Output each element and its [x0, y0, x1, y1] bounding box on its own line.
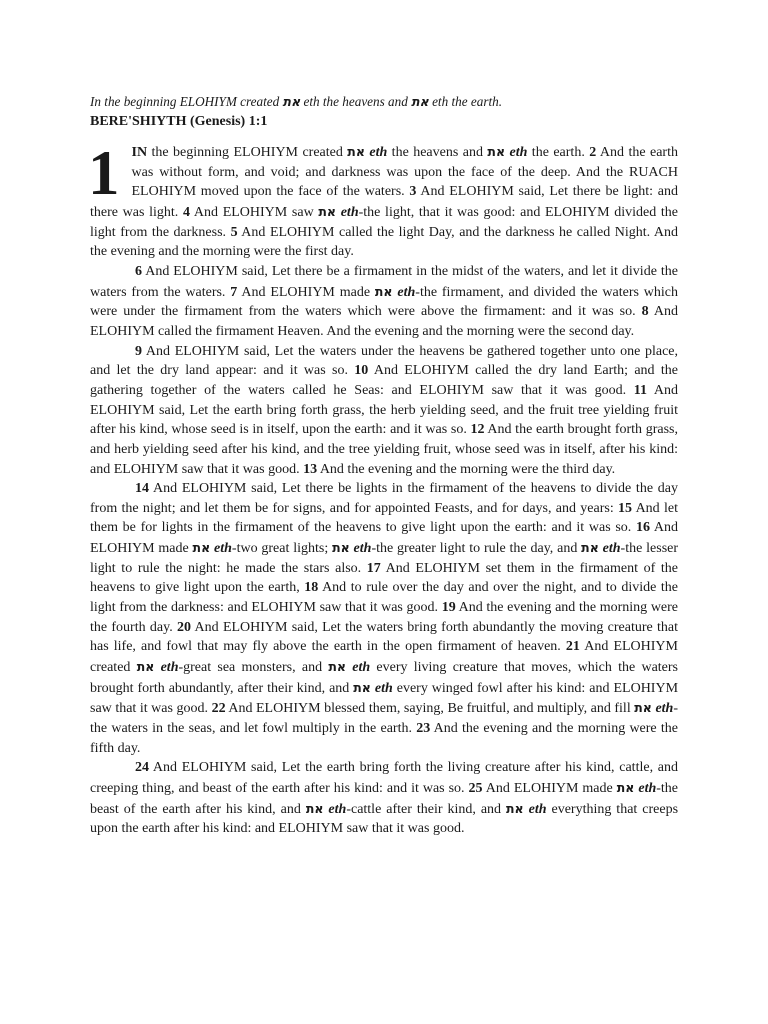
hebrew-aleph-tav: את [136, 659, 155, 675]
text-run: And ELOHIYM called the firmament Heaven. And the evening and the morning were the second day. [90, 304, 679, 339]
text-run: everything that creeps upon the earth after his kind: and ELOHIYM saw that [90, 801, 679, 837]
italic-text: was [386, 164, 409, 180]
text-run: And ELOHIYM called the light Day, and the darkness he called Night. And the evening and the morning were the first day. [90, 224, 678, 260]
text-run: good. [586, 382, 634, 398]
verse-number: 14 [135, 481, 149, 497]
italic-text: it was [139, 701, 173, 717]
italic-text: it was [369, 600, 403, 616]
verse-number: 6 [135, 263, 142, 279]
italic-text: and [90, 441, 111, 457]
italic-text: it was [396, 821, 430, 837]
text-run: the stars also. [275, 560, 367, 576]
text-run: the beginning ELOHIYM created [147, 145, 348, 160]
italic-text: land [563, 363, 588, 379]
text-run: -the firmament, and divided the waters which [415, 284, 679, 300]
paragraph [90, 758, 678, 839]
text-run: -the waters in the seas, and let fowl multiply in the earth. [90, 701, 679, 737]
text-run: And ELOHIYM made [237, 284, 375, 300]
chapter-number: 1 [88, 138, 120, 208]
verse-number: 18 [304, 580, 319, 596]
text-run: good. [264, 461, 304, 477]
verse-number: 4 [182, 204, 190, 220]
epigraph-text-middle: eth the heavens and [300, 94, 412, 109]
hebrew-aleph-tav: את [192, 540, 211, 556]
eth-word: eth [328, 801, 347, 817]
hebrew-aleph-tav: את [634, 700, 652, 716]
verse-number: 19 [441, 600, 456, 616]
text-run: above the firmament: and it was so. [414, 304, 642, 320]
text-run: in itself, upon the earth: and it was so. [248, 422, 471, 438]
text-run: And the evening and the morning were the third day. [317, 461, 616, 477]
chapter-body [88, 138, 679, 839]
text-run: upon the face of the deep. And the RUACH ELOHIYM moved upon the face of the waters. [131, 164, 678, 200]
eth-word: eth [353, 541, 372, 557]
epigraph-text-start: In the beginning ELOHIYM created [90, 94, 283, 109]
verse-number: 22 [211, 701, 226, 717]
text-run: -two great lights; [231, 541, 333, 557]
text-run: And the earth brought forth grass, [484, 422, 678, 438]
paragraph [88, 138, 679, 262]
italic-text: it was [444, 204, 479, 220]
verse-number: 20 [177, 619, 192, 635]
paragraph [90, 479, 678, 758]
text-run: under the firmament from the waters which [117, 304, 388, 320]
lead-word: IN [131, 145, 148, 160]
text-run: And let them be for lights in the firmament of the heavens to give light upon the earth: and it was so. [90, 500, 678, 536]
verse-number: 15 [618, 500, 633, 516]
hebrew-aleph-tav: את [347, 144, 365, 159]
verse-number: 7 [230, 284, 238, 300]
italic-text: was [523, 441, 546, 457]
text-run: -the lesser light to rule the night: [90, 541, 679, 576]
hebrew-aleph-tav: את [374, 283, 393, 299]
eth-word: eth [509, 145, 528, 160]
text-run: may fly above the earth in the open firmament of heaven. [218, 639, 566, 655]
italic-text: that [197, 639, 219, 655]
text-run: good. [172, 701, 212, 717]
eth-word: eth [352, 660, 371, 676]
eth-word: eth [638, 781, 657, 796]
eth-word: eth [340, 204, 359, 220]
hebrew-aleph-tav: את [487, 144, 506, 159]
text-run: And ELOHIYM set them in the firmament of the heavens to give light upon the earth, [90, 560, 678, 596]
eth-word: eth [369, 145, 388, 160]
paragraph [90, 342, 678, 480]
verse-number: 8 [641, 304, 649, 320]
book-reference: BERE'SHIYTH (Genesis) 1:1 [90, 114, 268, 129]
text-run: -the beast of the earth after his kind, and [90, 781, 679, 817]
text-run: in itself, after his kind: and ELOHIYM saw that [90, 441, 678, 477]
eth-word: eth [655, 701, 674, 717]
verse-number: 25 [468, 781, 483, 796]
text-run: And ELOHIYM said, Let there be light: and there was light. [90, 184, 679, 220]
hebrew-aleph-tav: את [332, 540, 350, 556]
text-run: And ELOHIYM created [90, 639, 678, 676]
eth-word: eth [160, 660, 179, 676]
eth-word: eth [602, 541, 621, 557]
text-run: And ELOHIYM made [482, 781, 617, 796]
text-run: And ELOHIYM called the dry [368, 363, 564, 379]
verse-number: 21 [565, 639, 580, 655]
epigraph-line [90, 92, 678, 111]
italic-text: he made [226, 560, 276, 576]
text-run: And ELOHIYM saw [189, 204, 319, 220]
italic-text: and [503, 402, 524, 418]
hebrew-aleph-tav: את [581, 540, 599, 556]
hebrew-aleph-tav: את [506, 800, 524, 816]
italic-text: is [239, 422, 249, 438]
text-run: good: and ELOHIYM divided the light from the darkness. [90, 204, 679, 240]
text-run: good. [429, 821, 465, 837]
text-run: -the greater light to rule the day, and [371, 541, 582, 557]
eth-word: eth [214, 541, 232, 557]
verse-number: 5 [230, 224, 238, 240]
text-run: the heavens and [387, 145, 488, 160]
text-run: And ELOHIYM made [90, 520, 678, 557]
verse-number: 3 [409, 184, 417, 200]
verse-number: 12 [470, 422, 485, 438]
text-run: the fruit tree yielding fruit after his kind, whose seed [90, 402, 678, 438]
italic-text: it was [231, 461, 265, 477]
text-run: And the evening and the morning were the fifth day. [90, 721, 678, 756]
hebrew-aleph-tav: את [353, 679, 371, 695]
hebrew-aleph-tav: את [616, 780, 635, 795]
eth-word: eth [528, 801, 547, 817]
verse-number: 16 [635, 520, 650, 536]
eth-word: eth [374, 680, 393, 696]
text-run: -great sea monsters, and [178, 660, 329, 676]
text-run: And ELOHIYM said, Let there be lights in the firmament of the heavens to divide the day from the night; and let them be for signs, and for appointed Feasts, and for days, and years: [90, 481, 678, 516]
text-run: And ELOHIYM said, Let there be a firmament in the midst of the waters, and let it divide the waters from the waters. [90, 263, 678, 300]
text-run: the earth. [527, 145, 590, 160]
verse-number: 11 [633, 382, 647, 398]
text-run: And the earth was without form, and void; and darkness [131, 145, 678, 180]
verse-number: 2 [589, 145, 597, 160]
verse-number: 13 [303, 461, 318, 477]
text-run: -the light, that [358, 204, 445, 220]
italic-text: were [387, 304, 415, 320]
text-run: And ELOHIYM said, Let the waters bring forth abundantly the moving creature that has life, and fowl [90, 619, 678, 655]
verse-number: 24 [135, 760, 149, 776]
verse-number: 10 [354, 363, 369, 379]
text-run: And the evening and the morning were the fourth day. [90, 600, 679, 635]
verse-number: 23 [416, 721, 431, 737]
hebrew-aleph-tav: את [305, 800, 324, 816]
italic-text: were [90, 304, 118, 320]
epigraph-hebrew-2: את [411, 94, 429, 109]
verse-number: 9 [135, 343, 142, 359]
hebrew-aleph-tav: את [318, 203, 337, 219]
epigraph-hebrew-1: את [282, 94, 301, 109]
italic-text: land [185, 363, 210, 379]
text-run: appear: and it was so. [209, 363, 355, 379]
text-run: good. [402, 600, 442, 616]
text-run: herb yielding seed after his kind, and the tree yielding fruit, whose seed [110, 441, 524, 457]
text-run: every winged fowl after his kind: and ELOHIYM saw that [90, 680, 679, 717]
epigraph-text-end: eth the earth. [428, 94, 503, 109]
text-run: And ELOHIYM said, Let the earth bring forth the living creature after his kind, cattle, and creeping thing, and beast of the earth after his kind: and it was so. [90, 760, 678, 796]
text-run: every living creature that moves, which the waters brought forth abundantly, after their kind, and [90, 660, 678, 696]
document-page [90, 92, 678, 839]
text-run: And ELOHIYM said, Let the waters under the heavens be gathered together unto one place, and let the dry [90, 343, 678, 379]
text-run: Earth; and the gathering together of the waters called he Seas: and ELOHIYM saw that [90, 363, 678, 398]
text-run: And ELOHIYM blessed them, saying, Be fruitful, and multiply, and fill [225, 701, 635, 717]
italic-text: it was [549, 382, 587, 398]
hebrew-aleph-tav: את [328, 659, 346, 675]
text-run: And ELOHIYM said, Let the earth bring forth grass, the herb yielding seed, [90, 382, 678, 418]
text-run: And to rule over the day and over the night, and to divide the light from the darkness: and ELOHIYM saw that [90, 580, 679, 616]
text-run: -cattle after their kind, and [346, 801, 507, 817]
eth-word: eth [397, 284, 416, 300]
paragraph [90, 262, 678, 342]
verse-number: 17 [366, 560, 381, 576]
